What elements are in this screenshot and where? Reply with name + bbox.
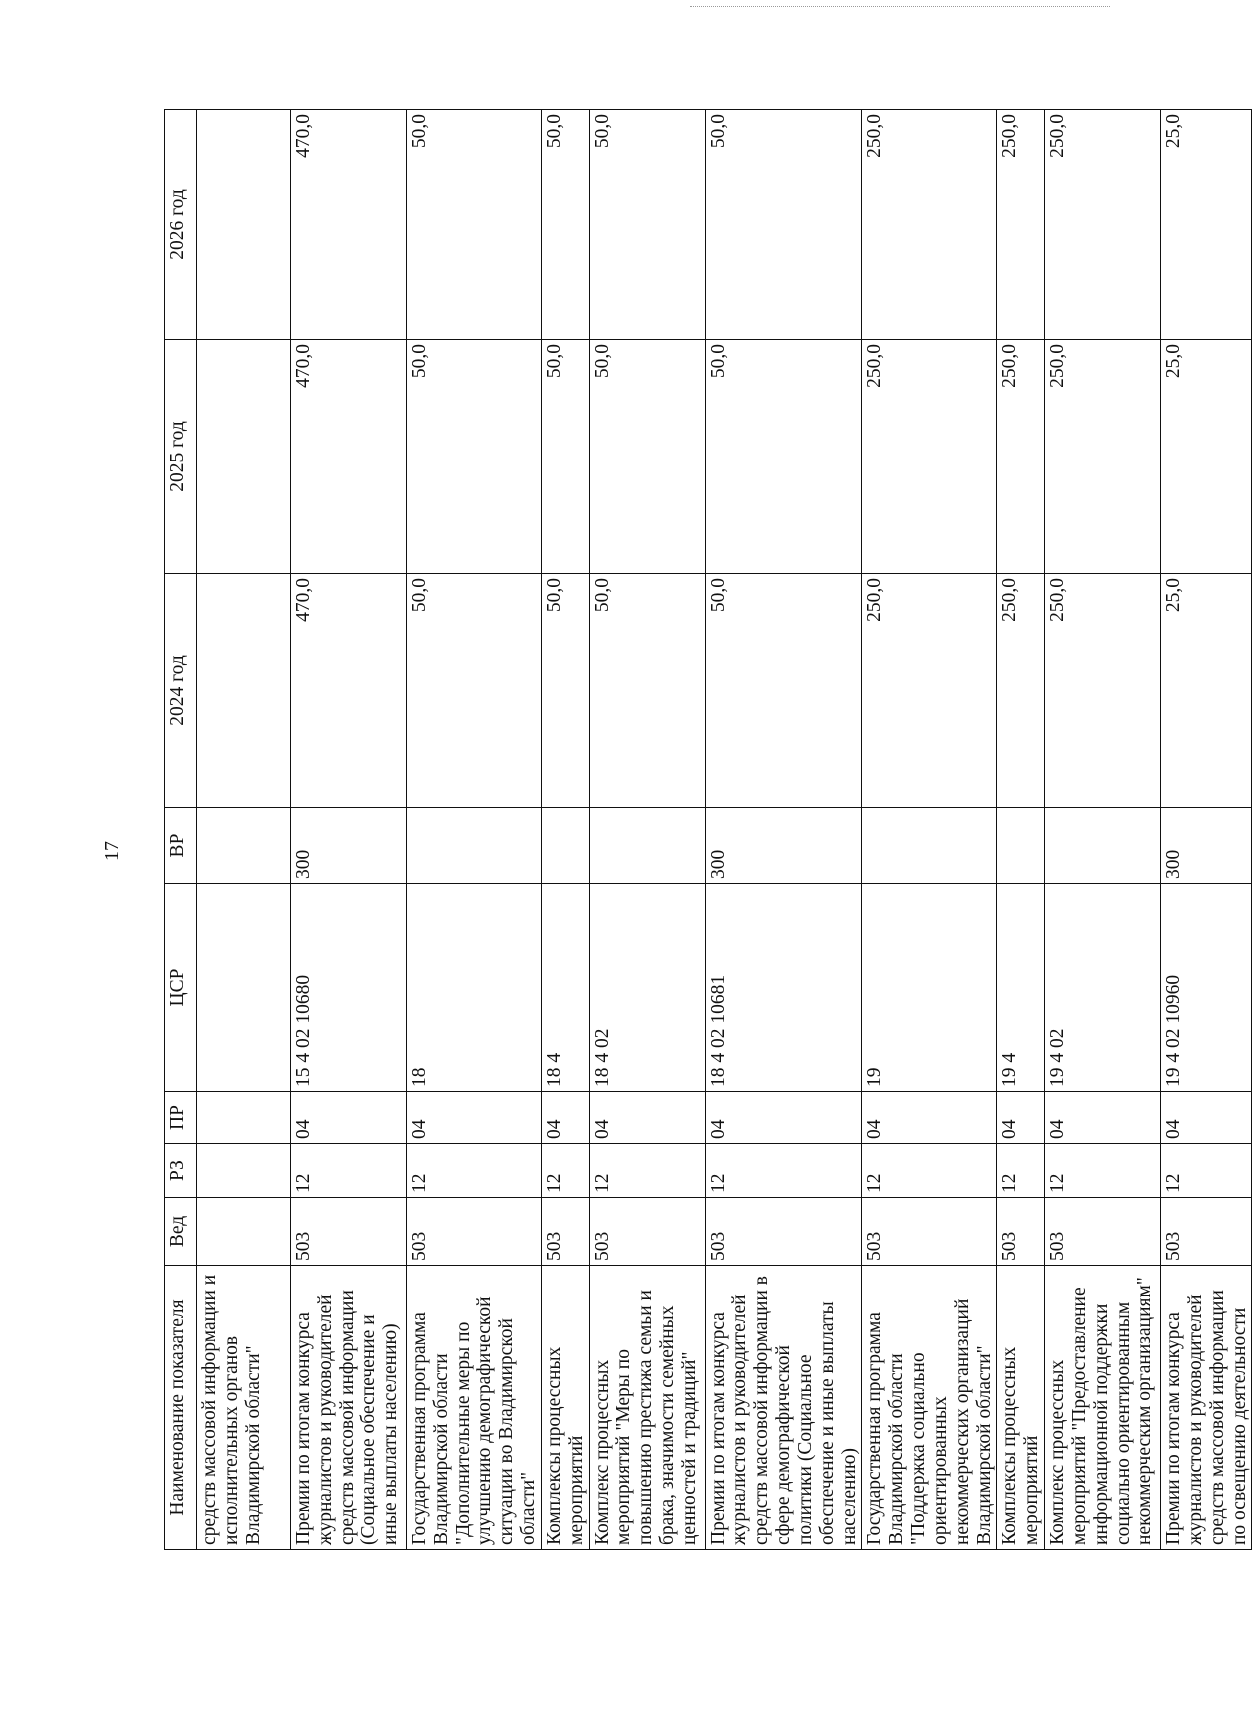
- scan-artifact-line: [690, 6, 1110, 7]
- cell-ved: 503: [1045, 1198, 1161, 1266]
- cell-pr: 04: [705, 1092, 862, 1144]
- cell-csr: 19: [862, 884, 997, 1092]
- header-csr: ЦСР: [165, 884, 197, 1092]
- rotated-table-frame: [164, 110, 1250, 1550]
- cell-pr: 04: [407, 1092, 542, 1144]
- header-2026: 2026 год: [165, 110, 197, 340]
- cell-pr: 04: [1161, 1092, 1252, 1144]
- header-vr: ВР: [165, 808, 197, 884]
- cell-rz: 12: [541, 1144, 589, 1198]
- cell-2024: 250,0: [997, 574, 1045, 808]
- cell-name: Государственная программа Владимирской области "Дополнительные меры по улучшению демографической ситуации во Владимирской области": [407, 1266, 542, 1550]
- cell-2026: 50,0: [407, 110, 542, 340]
- cell-2026: 470,0: [291, 110, 407, 340]
- cell-name: Комплексы процессных мероприятий: [541, 1266, 589, 1550]
- cell-pr: [197, 1092, 291, 1144]
- table-row: [589, 110, 705, 1550]
- cell-2024: 250,0: [1045, 574, 1161, 808]
- cell-ved: 503: [291, 1198, 407, 1266]
- cell-rz: 12: [291, 1144, 407, 1198]
- cell-ved: 503: [541, 1198, 589, 1266]
- cell-2025: 50,0: [589, 340, 705, 574]
- table-row: [997, 110, 1045, 1550]
- cell-2026: [197, 110, 291, 340]
- cell-vr: [197, 808, 291, 884]
- page-number: 17: [101, 841, 123, 861]
- cell-2026: 250,0: [997, 110, 1045, 340]
- cell-csr: 19 4 02: [1045, 884, 1161, 1092]
- cell-2026: 25,0: [1161, 110, 1252, 340]
- cell-name: Комплекс процессных мероприятий "Предоставление информационной поддержки социально ориентированным некоммерческим организациям": [1045, 1266, 1161, 1550]
- table-row: [541, 110, 589, 1550]
- cell-vr: [407, 808, 542, 884]
- cell-2025: 50,0: [541, 340, 589, 574]
- header-pr: ПР: [165, 1092, 197, 1144]
- cell-name: Премии по итогам конкурса журналистов и руководителей средств массовой информации (Социальное обеспечение и иные выплаты населению): [291, 1266, 407, 1550]
- cell-2026: 50,0: [589, 110, 705, 340]
- cell-rz: 12: [589, 1144, 705, 1198]
- cell-name: средств массовой информации и исполнительных органов Владимирской области": [197, 1266, 291, 1550]
- cell-rz: 12: [705, 1144, 862, 1198]
- cell-2024: 50,0: [407, 574, 542, 808]
- cell-name: Комплекс процессных мероприятий "Меры по повышению престижа семьи и брака, значимости семейных ценностей и традиций": [589, 1266, 705, 1550]
- cell-2026: 50,0: [541, 110, 589, 340]
- cell-2025: 50,0: [407, 340, 542, 574]
- cell-pr: 04: [291, 1092, 407, 1144]
- budget-table: [164, 109, 1252, 1550]
- cell-vr: 300: [705, 808, 862, 884]
- cell-ved: 503: [862, 1198, 997, 1266]
- cell-2026: 250,0: [1045, 110, 1161, 340]
- cell-rz: 12: [1045, 1144, 1161, 1198]
- cell-rz: [197, 1144, 291, 1198]
- table-container: [164, 110, 1250, 1550]
- cell-ved: 503: [705, 1198, 862, 1266]
- cell-2025: 25,0: [1161, 340, 1252, 574]
- cell-csr: 19 4: [997, 884, 1045, 1092]
- cell-2024: 50,0: [541, 574, 589, 808]
- table-row: [1161, 110, 1252, 1550]
- cell-pr: 04: [589, 1092, 705, 1144]
- table-row: [705, 110, 862, 1550]
- cell-ved: 503: [589, 1198, 705, 1266]
- cell-name: Государственная программа Владимирской области "Поддержка социально ориентированных некоммерческих организаций Владимирской области": [862, 1266, 997, 1550]
- cell-2025: 250,0: [1045, 340, 1161, 574]
- cell-csr: 18: [407, 884, 542, 1092]
- cell-rz: 12: [1161, 1144, 1252, 1198]
- table-header-row: [165, 110, 197, 1550]
- cell-rz: 12: [862, 1144, 997, 1198]
- cell-csr: [197, 884, 291, 1092]
- cell-csr: 15 4 02 10680: [291, 884, 407, 1092]
- cell-2024: 50,0: [705, 574, 862, 808]
- cell-2025: 250,0: [862, 340, 997, 574]
- cell-vr: [997, 808, 1045, 884]
- cell-vr: [541, 808, 589, 884]
- cell-vr: 300: [291, 808, 407, 884]
- cell-csr: 18 4: [541, 884, 589, 1092]
- cell-2024: 25,0: [1161, 574, 1252, 808]
- cell-2024: 250,0: [862, 574, 997, 808]
- cell-csr: 18 4 02: [589, 884, 705, 1092]
- cell-pr: 04: [862, 1092, 997, 1144]
- cell-2025: 50,0: [705, 340, 862, 574]
- cell-name: Премии по итогам конкурса журналистов и руководителей средств массовой информации по освещению деятельности: [1161, 1266, 1252, 1550]
- cell-vr: [589, 808, 705, 884]
- cell-vr: 300: [1161, 808, 1252, 884]
- cell-2025: 470,0: [291, 340, 407, 574]
- table-row: [1045, 110, 1161, 1550]
- cell-2025: 250,0: [997, 340, 1045, 574]
- header-name: Наименование показателя: [165, 1266, 197, 1550]
- header-rz: РЗ: [165, 1144, 197, 1198]
- table-row: [197, 110, 291, 1550]
- cell-name: Комплексы процессных мероприятий: [997, 1266, 1045, 1550]
- cell-2024: [197, 574, 291, 808]
- table-row: [291, 110, 407, 1550]
- cell-2026: 250,0: [862, 110, 997, 340]
- cell-name: Премии по итогам конкурса журналистов и руководителей средств массовой информации в сфере демографической политики (Социальное обеспечение и иные выплаты населению): [705, 1266, 862, 1550]
- header-2024: 2024 год: [165, 574, 197, 808]
- cell-2024: 50,0: [589, 574, 705, 808]
- cell-vr: [1045, 808, 1161, 884]
- header-2025: 2025 год: [165, 340, 197, 574]
- cell-vr: [862, 808, 997, 884]
- cell-2025: [197, 340, 291, 574]
- cell-csr: 19 4 02 10960: [1161, 884, 1252, 1092]
- header-ved: Вед: [165, 1198, 197, 1266]
- cell-ved: 503: [1161, 1198, 1252, 1266]
- table-row: [862, 110, 997, 1550]
- cell-2026: 50,0: [705, 110, 862, 340]
- cell-ved: 503: [407, 1198, 542, 1266]
- cell-rz: 12: [407, 1144, 542, 1198]
- cell-ved: 503: [997, 1198, 1045, 1266]
- cell-pr: 04: [997, 1092, 1045, 1144]
- cell-ved: [197, 1198, 291, 1266]
- table-row: [407, 110, 542, 1550]
- cell-rz: 12: [997, 1144, 1045, 1198]
- cell-2024: 470,0: [291, 574, 407, 808]
- cell-pr: 04: [1045, 1092, 1161, 1144]
- cell-pr: 04: [541, 1092, 589, 1144]
- cell-csr: 18 4 02 10681: [705, 884, 862, 1092]
